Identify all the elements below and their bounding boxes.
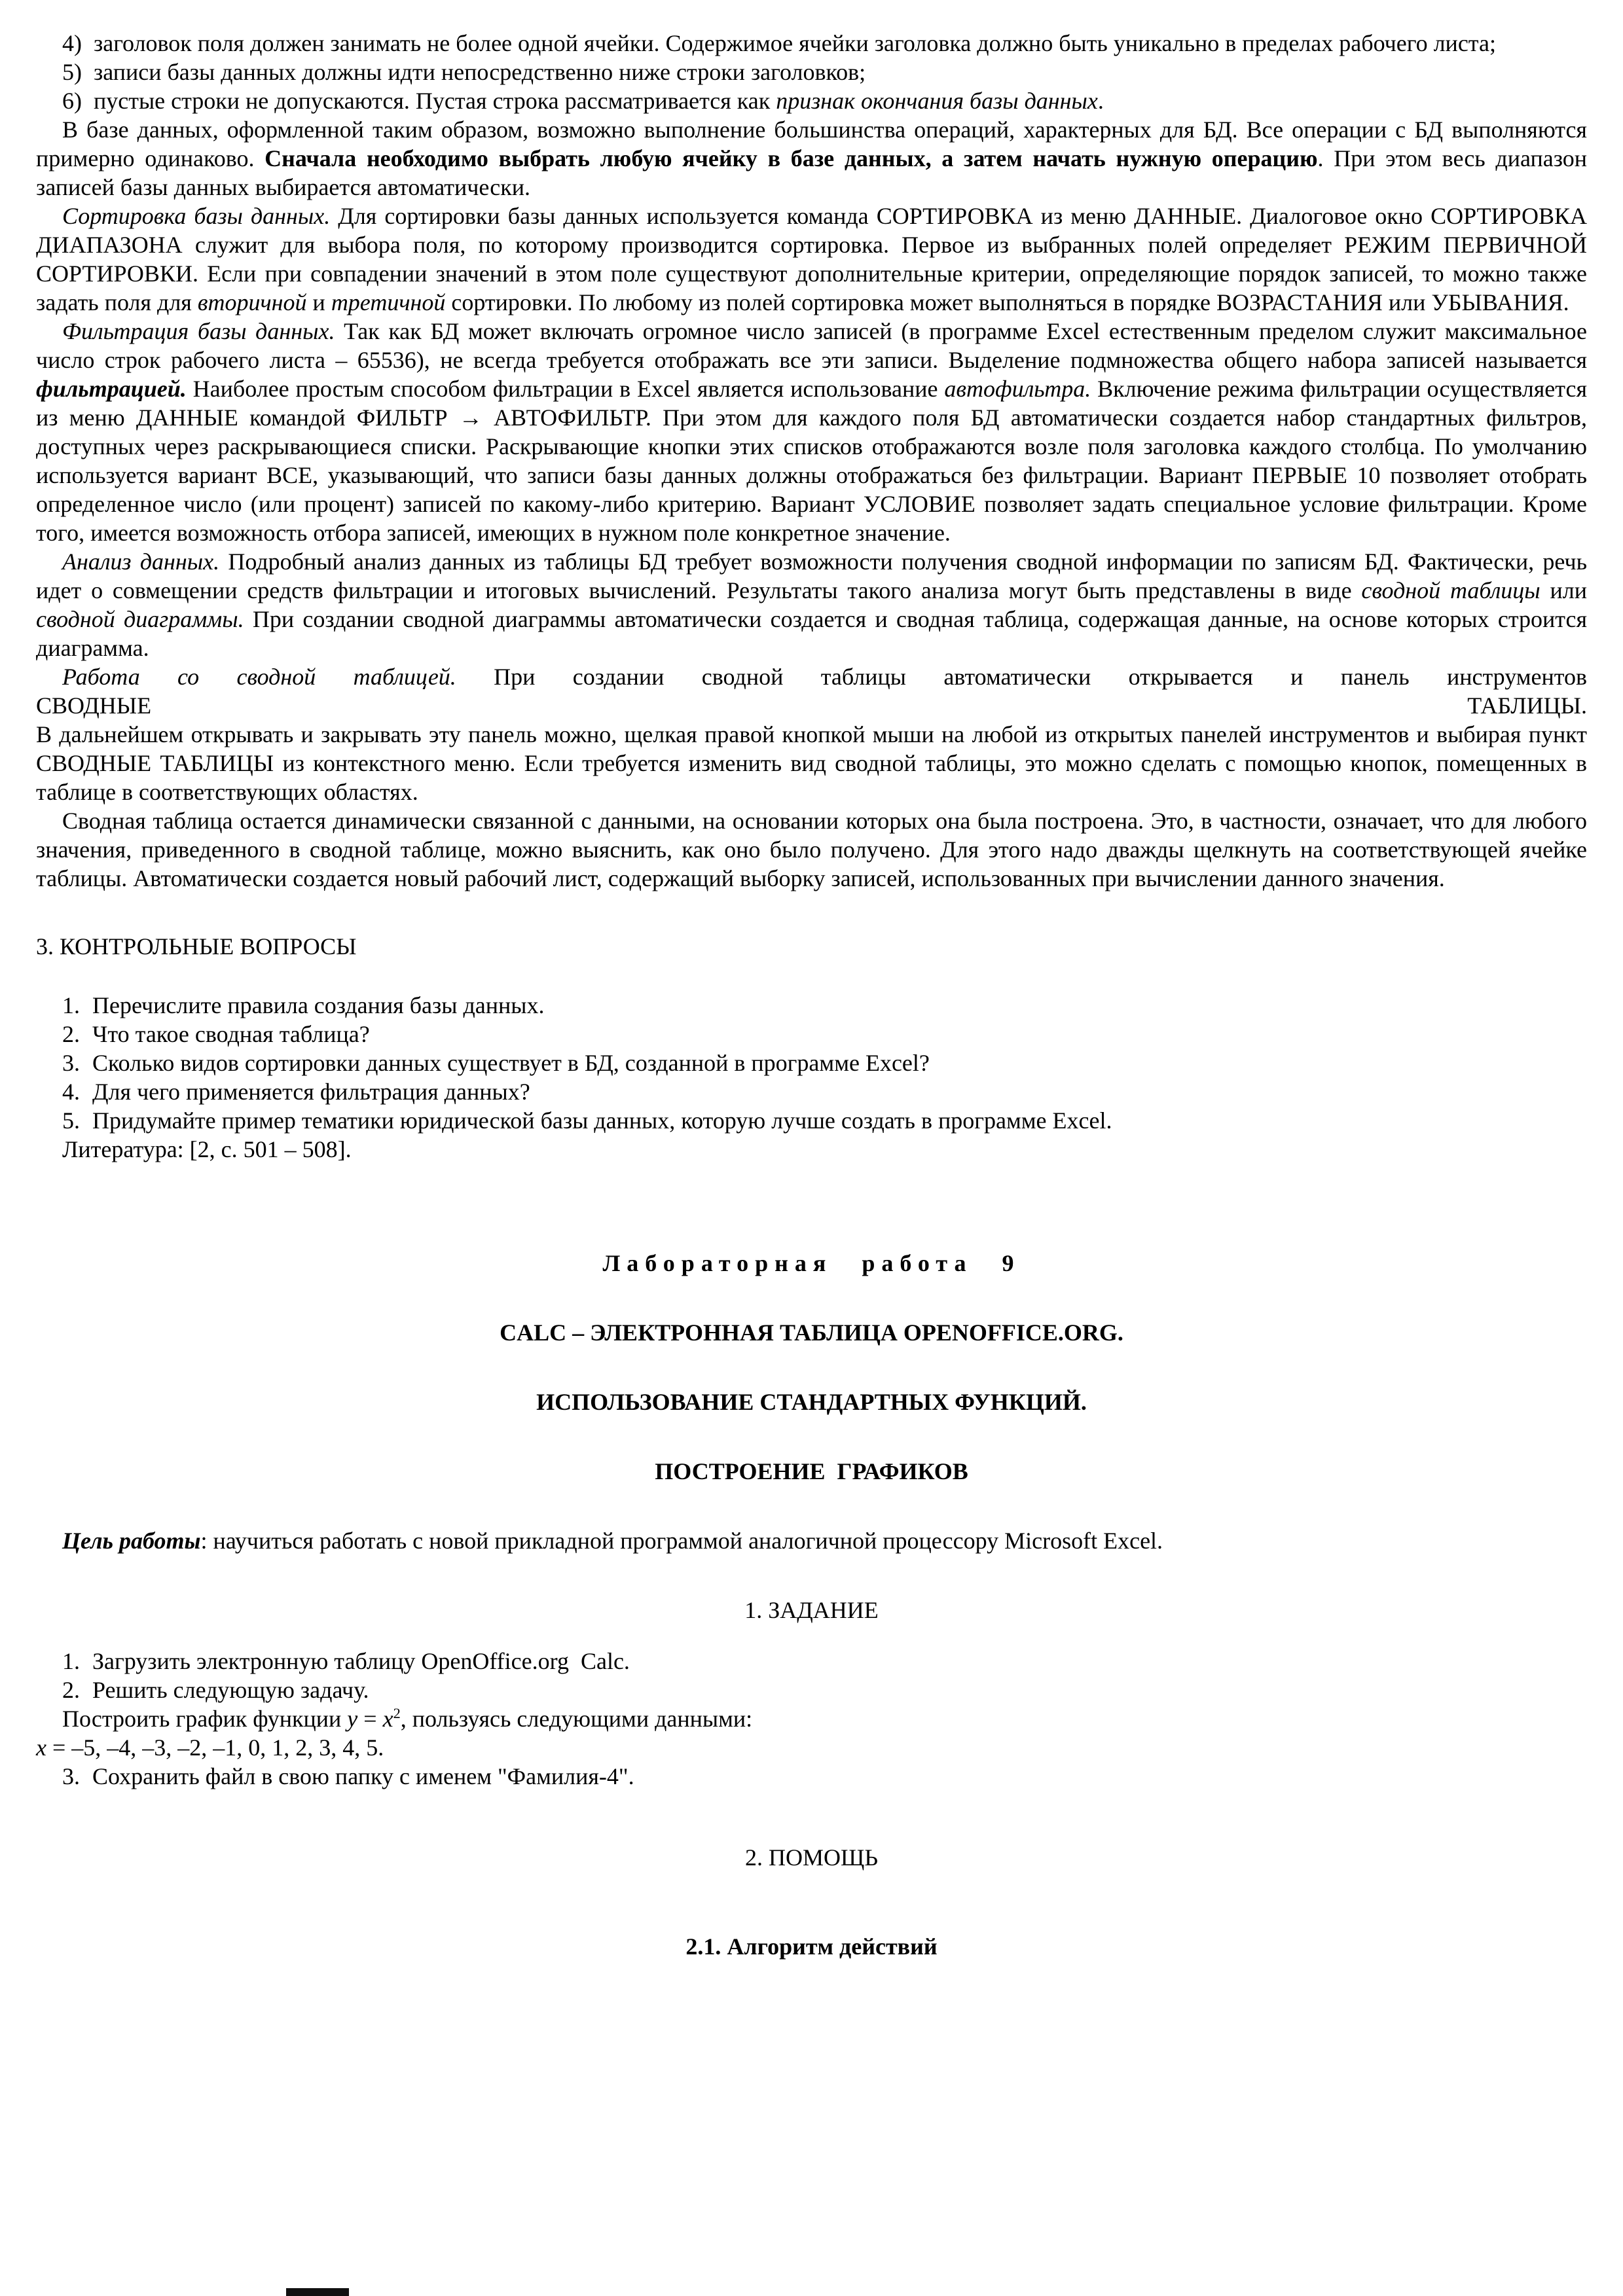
text-run: x <box>382 1706 393 1732</box>
task-item-3 <box>36 1762 1587 1791</box>
pivot-toolbar-word-left: СВОДНЫЕ <box>36 692 152 719</box>
text-run: сводной таблицы <box>1361 577 1541 603</box>
cropped-figure-top-edge <box>286 2288 349 2296</box>
text-run: Построить график функции <box>62 1706 348 1732</box>
para-pivot-table <box>36 662 1587 691</box>
text-run: признак окончания базы данных <box>776 88 1098 114</box>
task-item-2 <box>36 1676 1587 1704</box>
para-filtering <box>36 317 1587 547</box>
text-run: фильтрацией. <box>36 376 187 402</box>
question-number: 3. <box>62 1050 80 1076</box>
question-number: 1. <box>62 992 80 1018</box>
para-sorting <box>36 202 1587 317</box>
text-run: Подробный анализ данных из таблицы БД требует возможности получения сводной информации по записям БД. Фактически, речь идет о совмещении средств фильтрации и итоговых вычислений. Результаты такого анализа могут быть представлены в виде <box>36 548 1587 603</box>
heading-task-section: 1. ЗАДАНИЕ <box>744 1597 879 1623</box>
para-goal <box>36 1526 1587 1555</box>
text-run: 6) пустые строки не допускаются. Пустая строка рассматривается как <box>62 88 776 114</box>
heading-building-graphs: ПОСТРОЕНИЕ ГРАФИКОВ <box>655 1458 968 1484</box>
text-run: = –5, –4, –3, –2, –1, 0, 1, 2, 3, 4, 5. <box>46 1734 384 1761</box>
question-number: 4. <box>62 1079 80 1105</box>
text-run: : научиться работать с новой прикладной программой аналогичной процессору Microsoft Excel. <box>200 1528 1163 1554</box>
text-run: y <box>347 1706 358 1732</box>
question-text: Для чего применяется фильтрация данных? <box>92 1079 530 1105</box>
para-pivot-continued <box>36 720 1587 806</box>
text-run: . При этом весь диапазон записей базы данных выбирается автоматически. <box>36 145 1588 200</box>
list-item-6 <box>36 86 1587 115</box>
question-item-4 <box>36 1077 1587 1106</box>
literature-reference: Литература: [2, с. 501 – 508]. <box>62 1136 352 1162</box>
heading-standard-functions: ИСПОЛЬЗОВАНИЕ СТАНДАРТНЫХ ФУНКЦИЙ. <box>536 1389 1087 1415</box>
text-run: . <box>1097 88 1104 114</box>
text-run: и <box>306 289 331 315</box>
task-number: 3. <box>62 1763 80 1789</box>
text-run: Включение режима фильтрации осуществляется из меню ДАННЫЕ командой ФИЛЬТР → АВТОФИЛЬТР. При этом для каждого поля БД автоматически создается набор стандартных фильтров, доступных через раскрывающиеся списки. Раскрывающие кнопки этих списков отображаются возле поля заголовка каждого столбца. По умолчанию используется вариант ВСЕ, указывающий, что записи базы данных должны отображаться без фильтрации. Вариант ПЕРВЫЕ 10 позволяет отобрать определенное число (или процент) записей по какому-либо критерию. Вариант УСЛОВИЕ позволяет задать специальное условие фильтрации. Кроме того, имеется возможность отбора записей, имеющих в нужном поле конкретное значение. <box>36 376 1587 546</box>
text-run: В дальнейшем открывать и закрывать эту панель можно, щелкая правой кнопкой мыши на любой из открытых панелей инструментов и выбирая пункт СВОДНЫЕ ТАБЛИЦЫ из контекстного меню. Если требуется изменить вид сводной таблицы, это можно сделать с помощью кнопок, помещенных в таблице в соответствующих областях. <box>36 721 1587 805</box>
question-text: Перечислите правила создания базы данных. <box>92 992 545 1018</box>
para-pivot-dynamic <box>36 806 1587 893</box>
text-run: сортировки. По любому из полей сортировка может выполняться в порядке ВОЗРАСТАНИЯ или УБЫВАНИЯ. <box>445 289 1569 315</box>
text-run: 4) заголовок поля должен занимать не более одной ячейки. Содержимое ячейки заголовка должно быть уникально в пределах рабочего листа; <box>62 30 1496 56</box>
text-run: третичной <box>331 289 446 315</box>
question-text: Придумайте пример тематики юридической базы данных, которую лучше создать в программе Excel. <box>92 1107 1112 1134</box>
pivot-toolbar-word-right: ТАБЛИЦЫ. <box>1467 692 1587 719</box>
question-text: Что такое сводная таблица? <box>92 1021 370 1047</box>
text-run: Фильтрация базы данных. <box>62 318 335 344</box>
text-run: , пользуясь следующими данными: <box>400 1706 753 1732</box>
task-list <box>36 1647 1587 1791</box>
text-run: Сортировка базы данных. <box>62 203 331 229</box>
text-run: Сводная таблица остается динамически связанной с данными, на основании которых она была построена. Это, в частности, означает, что для любого значения, приведенного в сводной таблице, можно выяснить, как оно было получено. Для этого надо дважды щелкнуть на соответствующей ячейке таблицы. Автоматически создается новый рабочий лист, содержащий выборку записей, использованных при вычислении данного значения. <box>36 808 1587 891</box>
task-text: Загрузить электронную таблицу OpenOffice.org Calc. <box>92 1648 630 1674</box>
text-run: Цель работы <box>62 1528 201 1554</box>
task-number: 2. <box>62 1677 80 1703</box>
heading-help-section: 2. ПОМОЩЬ <box>745 1844 878 1871</box>
pivot-toolbar-line <box>36 691 1587 720</box>
task-text: Решить следующую задачу. <box>92 1677 369 1703</box>
text-run: В базе данных, оформленной таким образом, возможно выполнение большинства операций, характерных для БД. Все операции с БД выполняются примерно одинаково. <box>36 117 1587 171</box>
text-run: Сначала необходимо выбрать любую ячейку в базе данных, а затем начать нужную операцию <box>264 145 1318 171</box>
para-analysis <box>36 547 1587 662</box>
text-run: x <box>36 1734 46 1761</box>
question-item-5 <box>36 1106 1587 1135</box>
list-item-5 <box>36 58 1587 86</box>
text-run: При создании сводной диаграммы автоматически создается и сводная таблица, содержащая данные, на основе которых строится диаграмма. <box>36 606 1587 661</box>
heading-lab-work-9: Лабораторная работа 9 <box>602 1250 1021 1276</box>
text-run: При создании сводной таблицы автоматически открывается и панель инструментов <box>456 664 1588 690</box>
text-run: автофильтра. <box>944 376 1091 402</box>
text-run: сводной диаграммы. <box>36 606 244 632</box>
text-run: 5) записи базы данных должны идти непосредственно ниже строки заголовков; <box>62 59 866 85</box>
text-run: Анализ данных. <box>62 548 220 575</box>
task-text: Сохранить файл в свою папку с именем "Фамилия-4". <box>92 1763 634 1789</box>
text-run: Наиболее простым способом фильтрации в Excel является использование <box>186 376 945 402</box>
heading-algorithm: 2.1. Алгоритм действий <box>685 1933 938 1960</box>
question-text: Сколько видов сортировки данных существует в БД, созданной в программе Excel? <box>92 1050 930 1076</box>
text-run: 2 <box>393 1705 401 1721</box>
text-run: = <box>357 1706 383 1732</box>
text-run: Так как БД может включать огромное число записей (в программе Excel естественным пределом служит максимальное число строк рабочего листа – 65536), не всегда требуется отображать все эти записи. Выделение подмножества общего набора записей называется <box>36 318 1587 373</box>
heading-calc-spreadsheet: CALC – ЭЛЕКТРОННАЯ ТАБЛИЦА OPENOFFICE.ORG. <box>500 1319 1123 1346</box>
list-item-4 <box>36 29 1587 58</box>
task-number: 1. <box>62 1648 80 1674</box>
para-x-values <box>36 1733 1587 1762</box>
questions-list <box>36 991 1587 1135</box>
para-database-operations <box>36 115 1587 202</box>
text-run: Работа со сводной таблицей. <box>62 664 456 690</box>
question-number: 5. <box>62 1107 80 1134</box>
para-plot-function <box>36 1704 1587 1733</box>
question-item-3 <box>36 1049 1587 1077</box>
heading-control-questions: 3. КОНТРОЛЬНЫЕ ВОПРОСЫ <box>36 933 357 960</box>
text-run: или <box>1540 577 1587 603</box>
text-run: Для сортировки базы данных используется команда СОРТИРОВКА из меню ДАННЫЕ. Диалоговое окно СОРТИРОВКА ДИАПАЗОНА служит для выбора поля, по которому производится сортировка. Первое из выбранных полей определяет РЕЖИМ ПЕРВИЧНОЙ СОРТИРОВКИ. Если при совпадении значений в этом поле существуют дополнительные критерии, определяющие порядок записей, то можно также задать поля для <box>36 203 1588 315</box>
text-run: вторичной <box>197 289 307 315</box>
question-number: 2. <box>62 1021 80 1047</box>
task-item-1 <box>36 1647 1587 1676</box>
question-item-2 <box>36 1020 1587 1049</box>
question-item-1 <box>36 991 1587 1020</box>
